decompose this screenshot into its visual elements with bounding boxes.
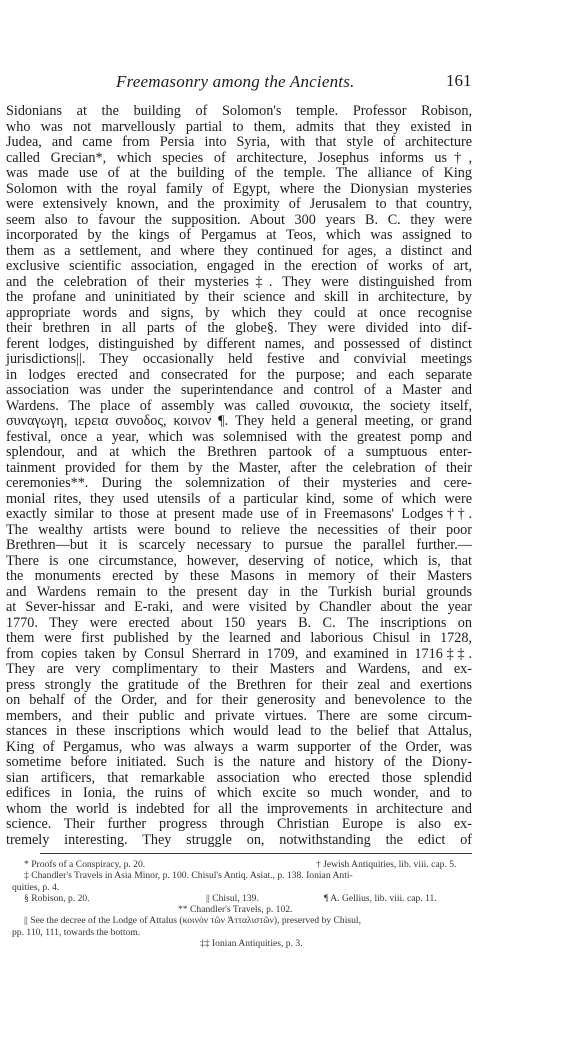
footnote-line [6,927,472,938]
page-number: 161 [446,71,472,90]
footnote-entry: * Proofs of a Conspiracy, p. 20. [24,859,146,870]
body-line: Solomon with the royal family of Egypt, where the Dionysian mysteries [6,180,472,197]
footnote-line [6,904,472,915]
body-line: They are very complimentary to their Masters and Wardens, and ex- [6,661,472,677]
body-line: συναγωγη, ιερεια συνοδος, κοινον ¶. They held a general meeting, or grand [6,413,472,429]
running-title: Freemasonry among the Ancients. [116,72,355,91]
body-line: from copies taken by Consul Sherrard in 1709, and examined in 1716‡‡. [6,645,472,662]
body-line: sometime before initiated. Such is the nature and history of the Diony- [6,754,472,770]
body-line: monial rites, they used utensils of a particular kind, some of which were [6,490,472,507]
body-line: exactly similar to those at present made use of in Freemasons' Lodges††. [6,506,472,522]
body-line: tainment provided for them by the Master, after the celebration of their [6,459,472,476]
body-line: Judea, and came from Persia into Syria, with that style of architecture [6,134,472,150]
footnote-line [6,915,472,926]
footnote-entry: § Robison, p. 20. [24,892,90,904]
body-line: Brethren—but it is scarcely necessary to pursue the parallel further.— [6,537,472,553]
body-line: stances in these inscriptions which would lead to the belief that Attalus, [6,723,472,739]
footnote-line [6,882,472,893]
body-line: association was under the superintendance and control of a Master and [6,382,472,398]
footnote-entry: || See the decree of the Lodge of Attalus (κοινὸν τῶν Ἀτταλιστῶν), preserved by Chisul, [24,915,361,927]
body-line: festival, once a year, which was solemnised with the greatest pomp and [6,428,472,445]
body-line: members, and their public and private virtues. There are some circum- [6,707,472,724]
body-line: Wardens. The place of assembly was called συνοικια, the society itself, [6,397,472,414]
footnote-entry: quities, p. 4. [12,881,60,893]
body-line: ferent lodges, distinguished by different names, and possessed of distinct [6,335,472,352]
footnote-line [6,938,472,949]
footnote-line [6,859,472,870]
body-line: and Wardens remain to the present day in the Turkish burial grounds [6,583,472,600]
body-line: incorporated by the kings of Pergamus at Teos, which was assigned to [6,227,472,243]
body-line: whom the world is indebted for all the improvements in architecture and [6,800,472,817]
body-line: their brethren in all parts of the globe§. They were divided into dif- [6,320,472,336]
footnote-entry: ‡ Chandler's Travels in Asia Minor, p. 100. Chisul's Antiq. Asiat., p. 138. Ionian Anti- [24,870,353,882]
body-line: who was not marvellously partial to them, admits that they existed in [6,118,472,135]
footnote-entry: pp. 110, 111, towards the bottom. [12,926,141,938]
body-line: press strongly the gratitude of the Brethren for their zeal and exertions [6,676,472,693]
body-line: ceremonies**. During the solemnization of their mysteries and cere- [6,475,472,491]
body-line: seem also to favour the supposition. About 300 years B. C. they were [6,211,472,228]
body-line: at Sever-hissar and E-raki, and were visited by Chandler about the year [6,599,472,615]
body-line: sian artificers, that remarkable association who erected those splendid [6,769,472,786]
footnote-entry: ‡‡ Ionian Antiquities, p. 3. [200,938,303,950]
body-line: appropriate words and signs, by which they could at once recognise [6,304,472,321]
footnote-line [6,870,472,881]
footnote-entry: || Chisul, 139. [206,892,259,904]
body-line: tremely interesting. They struggle on, notwithstanding the edict of [6,831,472,848]
body-line: the monuments erected by these Masons in memory of their Masters [6,568,472,584]
body-line: The wealthy artists were bound to relieve the necessities of their poor [6,521,472,538]
footnotes [6,859,472,949]
body-line: 1770. They were erected about 150 years B. C. The inscriptions on [6,614,472,631]
footnote-entry: ¶ A. Gellius, lib. viii. cap. 11. [324,892,437,904]
body-line: exclusive scientific association, engaged in the erection of works of art, [6,258,472,274]
footnote-rule [40,853,472,854]
body-line: splendour, and at which the Brethren partook of a sumptuous enter- [6,444,472,460]
body-line: on behalf of the Order, and for their generosity and benevolence to the [6,692,472,708]
footnote-line [6,893,472,904]
body-line: were extensively known, and the proximity of Jerusalem to that country, [6,196,472,212]
body-line: called Grecian*, which species of architecture, Josephus informs us†, [6,149,472,166]
body-line: was made use of at the building of the temple. The alliance of King [6,165,472,181]
body-line: and the celebration of their mysteries‡. They were distinguished from [6,273,472,290]
footnote-entry: ** Chandler's Travels, p. 102. [178,904,293,916]
body-line: Sidonians at the building of Solomon's temple. Professor Robison, [6,103,472,119]
body-line: the profane and uninitiated by their science and skill in architecture, by [6,289,472,305]
footnote-entry: † Jewish Antiquities, lib. viii. cap. 5. [316,859,457,870]
body-line: in lodges erected and consecrated for the purpose; and each separate [6,366,472,383]
body-line: jurisdictions||. They occasionally held festive and convivial meetings [6,351,472,367]
body-line: them as a settlement, and where they continued for ages, a distinct and [6,242,472,259]
body-line: science. Their further progress through Christian Europe is also ex- [6,816,472,832]
body-line: them were first published by the learned and laborious Chisul in 1728, [6,630,472,646]
body-text [6,104,472,848]
body-line: King of Pergamus, who was always a warm supporter of the Order, was [6,738,472,755]
body-line: There is one circumstance, however, deserving of notice, which is, that [6,552,472,569]
body-line: edifices in Ionia, the ruins of which excite so much wonder, and to [6,785,472,801]
